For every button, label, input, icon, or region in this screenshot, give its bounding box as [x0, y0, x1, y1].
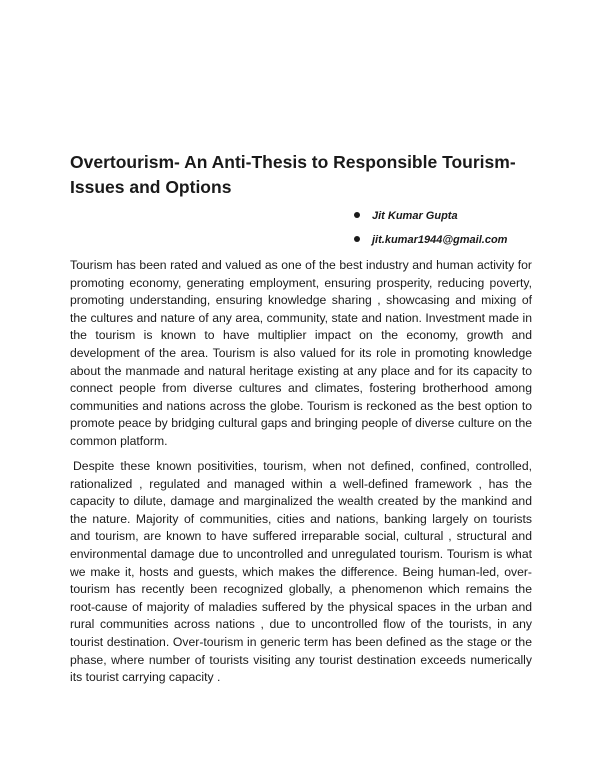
author-list: [352, 204, 572, 252]
author-email: [352, 228, 572, 252]
body-paragraph-1: Tourism has been rated and valued as one of the best industry and human activity for promoting economy, generating employment, ensuring prosperity, reducing poverty, promoting understanding, ensuring knowledge sharing , showcasing and mixing of the cultures and nature of any area, community, state and nation. Investment made in the tourism is known to have multiplier impact on the economy, growth and development of the area. Tourism is also valued for its role in promoting knowledge about the manmade and natural heritage existing at any place and for its capacity to connect people from diverse cultures and climates, fostering brotherhood among communities and nations across the globe. Tourism is reckoned as the best option to promote peace by bridging cultural gaps and bringing people of diverse culture on the common platform.: [70, 258, 532, 448]
author-email-text: jit.kumar1944@gmail.com: [372, 234, 508, 246]
body-paragraph-2: Despite these known positivities, tourism, when not defined, confined, controlled, rationalized , regulated and managed within a well-defined framework , has the capacity to dilute, damage and marginalized the wealth created by the mankind and the nature. Majority of communities, cities and nations, banking largely on tourists and tourism, are known to have suffered irreparable social, cultural , structural and environmental damage due to uncontrolled and unregulated tourism. Tourism is what we make it, hosts and guests, which makes the difference. Being human-led, over-tourism has recently been recognized globally, a phenomenon which remains the root-cause of majority of maladies suffered by the physical spaces in the urban and rural communities across nations , due to uncontrolled flow of the tourists, in any tourist destination. Over-tourism in generic term has been defined as the stage or the phase, where number of tourists visiting any tourist destination exceeds numerically its tourist carrying capacity .: [70, 459, 532, 685]
paper-title: Overtourism- An Anti-Thesis to Responsible Tourism- Issues and Options: [70, 152, 516, 197]
bullet-icon: [354, 212, 360, 218]
author-name: [352, 204, 572, 228]
bullet-icon: [354, 236, 360, 242]
author-name-text: Jit Kumar Gupta: [372, 210, 458, 222]
